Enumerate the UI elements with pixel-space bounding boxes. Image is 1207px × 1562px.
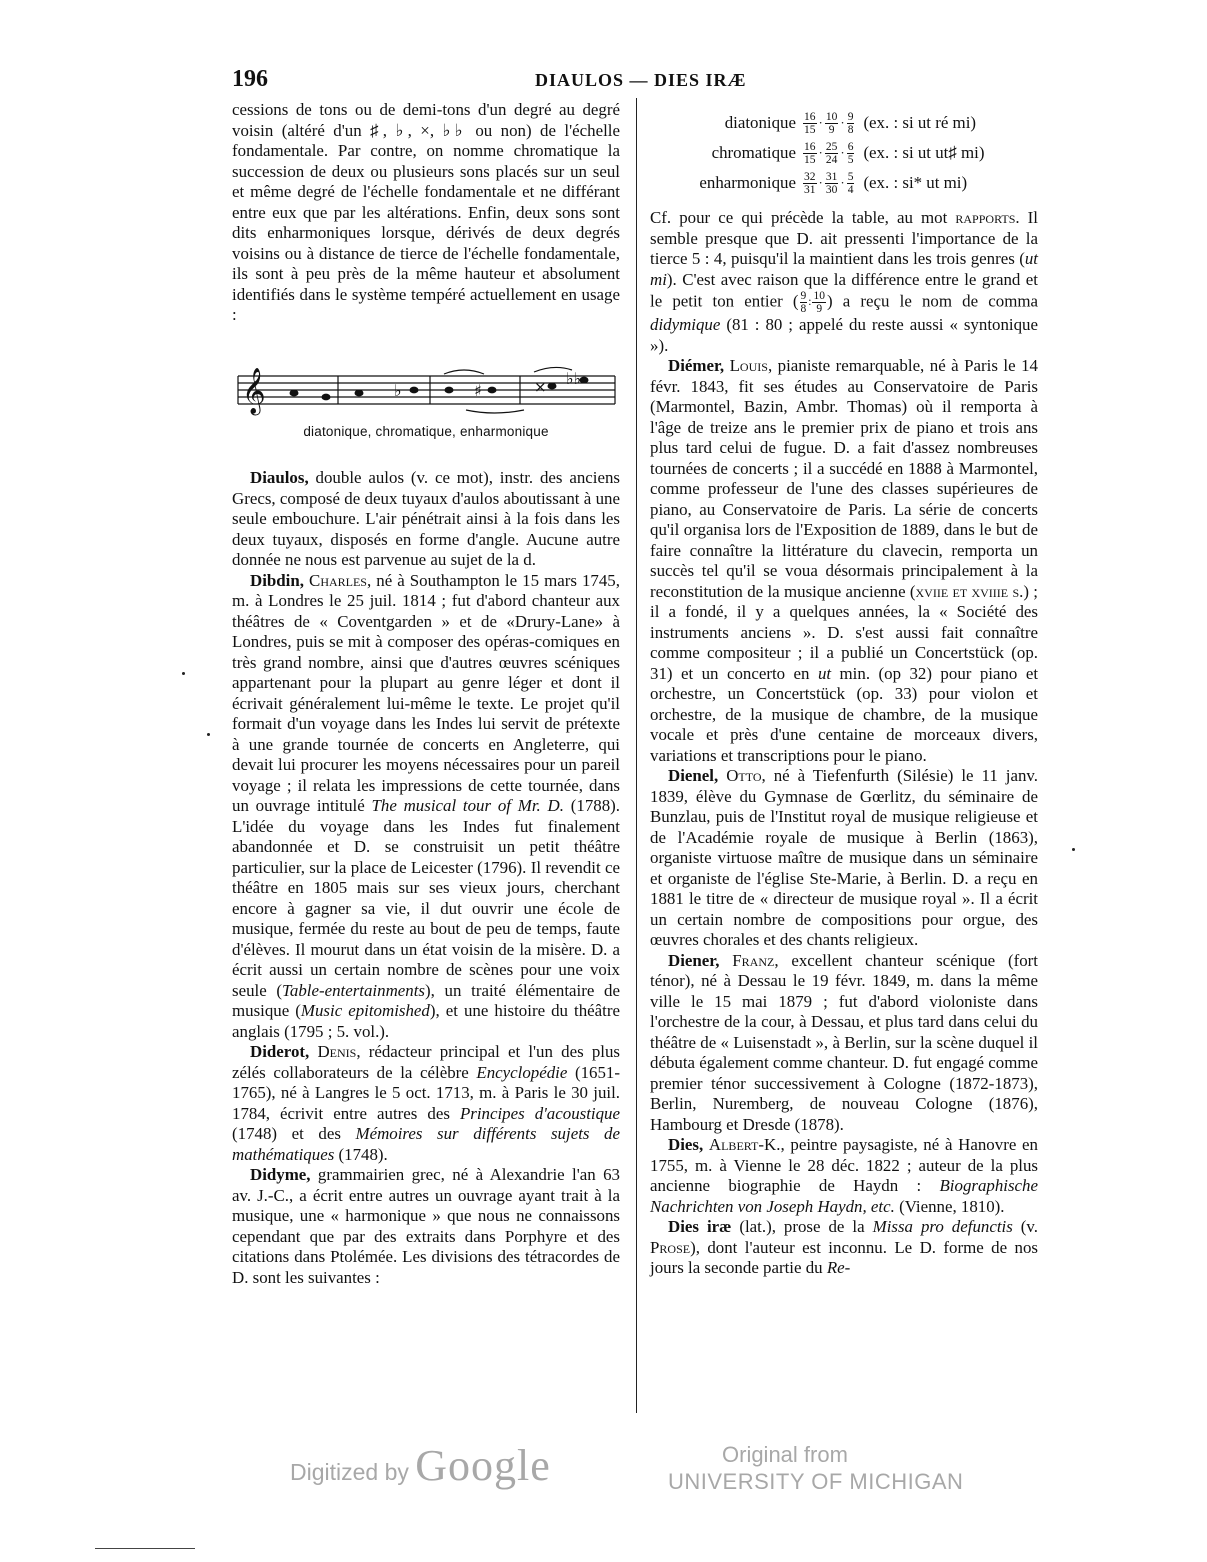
entry-text: (1748) et des <box>232 1124 356 1143</box>
genus-example: (ex. : si ut ré mi) <box>863 112 977 132</box>
column-divider <box>636 98 637 1413</box>
google-watermark: Digitized by Google <box>290 1441 551 1490</box>
entry-dies-irae: Dies iræ (lat.), prose de la Missa pro defunctis (v. Prose), dont l'auteur est inconnu. Le D. forme de nos jours la seconde partie du Re- <box>650 1217 1038 1277</box>
svg-text:♭♭: ♭♭ <box>565 368 581 388</box>
svg-text:×: × <box>533 377 547 396</box>
entry-diener: Diener, Franz, excellent chanteur scénique (fort ténor), né à Dessau le 19 févr. 1849, m. dans la même ville le 15 mai 1879 ; fut d'abord violoniste dans l'orchestre de la cour, à Dessau, et plus tard dans celui du théâtre de « Luisenstadt », à Berlin, sur la scène duquel il débuta également comme chanteur. D. fut engagé comme premier ténor successivement à Cologne (1872-1873), Berlin, Nuremberg, de nouveau Cologne (1876), Hambourg et Dresde (1878). <box>650 950 1038 1134</box>
genus-row-diatonic <box>650 108 1038 138</box>
entry-dies: Dies, Albert-K., peintre paysagiste, né à Hanovre en 1755, m. à Vienne le 28 déc. 1822 ; auteur de la plus ancienne biographie de Haydn : Biographische Nachrichten von Joseph Haydn, etc. (Vienne, 1810). <box>650 1135 1038 1216</box>
entry-diemer: Diémer, Louis, pianiste remarquable, né à Paris le 14 févr. 1843, fit ses études au Conservatoire de Paris (Marmontel, Bazin, Ambr. Thomas) où il remporta à l'âge de treize ans le premier prix de piano et trois ans plus tard celui de fugue. D. a fait d'assez nombreuses tournées de concerts ; il a succédé en 1888 à Marmontel, comme professeur de l'une des classes supérieures de piano, au Conservatoire de Paris. La série de concerts qu'il organisa lors de l'Exposition de 1889, dans le but de faire connaître la littérature du clavecin, remporta un succès tel qu'il se voua désormais principalement à la reconstitution de la musique ancienne (xviie et xviiie s.) ; il a fondé, il y a quelques années, la « Société des instruments anciens ». D. s'est aussi fait connaître comme compositeur ; il a publié un Concertstück (op. 31) et un concerto en ut min. (op 32) pour piano et orchestre, un Concertstück (op. 33) pour violon et orchestre, de la musique de chambre, de la musique vocale et près d'une centaine de morceaux divers, variations et transcriptions pour le piano. <box>650 356 1039 765</box>
entry-diaulos <box>232 468 620 571</box>
firstname: Otto <box>726 766 762 785</box>
didyme-continuation: Cf. pour ce qui précède la table, au mot rapports. Il semble presque que D. ait pressenti l'importance de la tierce 5 : 4, puisqu'il la maintient dans les trois genres (ut mi). C'est avec raison que la différence entre le grand et le petit ton entier ( $\frac{9}{8}$ : $\frac{10}{9}$ ) a reçu le nom de comma didymique (81 : 80 ; appelé du reste aussi « syntonique »). <box>650 208 1039 355</box>
headword: Didyme, <box>250 1165 311 1184</box>
genus-row-chromatic <box>650 138 1038 168</box>
entry-text: (1748). <box>334 1144 388 1164</box>
tetrachord-divisions <box>650 108 1038 198</box>
genus-name: chromatique <box>711 142 796 162</box>
university-label: UNIVERSITY OF MICHIGAN <box>668 1469 964 1494</box>
svg-text:♭: ♭ <box>393 380 402 400</box>
entry-text: ), un traité élémentaire de musique ( <box>232 980 620 1020</box>
genus-name: diatonique <box>724 112 796 132</box>
firstname: Franz <box>732 950 775 970</box>
book-title: Encyclopédie <box>476 1062 568 1082</box>
svg-text:𝄞: 𝄞 <box>241 367 266 414</box>
entry-text: (1788). L'idée du voyage dans les Indes fut finalement abandonnée et D. se construisit un petit théâtre particulier, sur la place de Leicester (1796). Il revendit ce théâtre en 1805 mais sur ses vieux jours, cherchant encore à gagner sa vie, il dut ouvrir une école de musique, fermée du reste au bout de peu de temps, faute d'élèves. Il mourut dans un état voisin de la misère. D. a écrit aussi un certain nombre de scènes pour une voix seule ( <box>232 796 621 1000</box>
ratio: $\frac{5}{4}$ <box>847 170 854 196</box>
music-caption: diatonique, chromatique, enharmonique <box>303 423 549 439</box>
book-title: Principes d'acoustique <box>459 1103 620 1123</box>
cross-reference: rapports <box>955 208 1016 227</box>
genus-row-enharmonic <box>650 168 1038 198</box>
music-example <box>232 358 620 443</box>
entry-text: , né à Southampton le 15 mars 1745, m. à Londres le 25 juil. 1814 ; fut d'abord chanteur aux théâtres de « Coventgarden » et de «Drury-Lane» à Londres, puis se mit à composer des opéras-comiques en très grand nombre, ainsi que d'autres œuvres scéniques appartenant pour la plupart au genre léger et dont il écrivait généralement lui-même le texte. Le projet qu'il formait d'un voyage dans les Indes lui servit de prétexte à une grande tournée de concerts en Angleterre, qui devait lui procurer les moyens nécessaires pour un pareil voyage ; il relata les impressions de cette tournée, dans un ouvrage intitulé <box>232 570 620 815</box>
book-title: Biographische Nachrichten von Joseph Haydn, etc. <box>650 1176 1038 1216</box>
entry-text: double aulos (v. ce mot), instr. des anciens Grecs, composé de deux tuyaux d'aulos aboutissant à une seule embouchure. L'air pénétrait ainsi à la fois dans les deux tuyaux, disposés en forme d'angle. Aucune autre donnée ne nous est parvenue au sujet de la d. <box>232 468 620 569</box>
headword: Dibdin, <box>250 570 304 590</box>
ratio: $\frac{31}{30}$ <box>825 170 838 196</box>
original-from-label: Original from <box>722 1442 848 1467</box>
entry-dibdin <box>232 571 620 1043</box>
headword: Diaulos, <box>250 468 309 487</box>
entry-text: grammairien grec, né à Alexandrie l'an 63 av. J.-C., a écrit entre autres un ouvrage ayant trait à la musique, une « harmonique » que nous ne connaissons cependant que par des extraits dans Porphyre et des citations dans Ptolémée. Les divisions des tétracordes de D. sont les suivantes : <box>232 1165 620 1287</box>
ratio: $\frac{25}{24}$ <box>825 140 838 166</box>
genus-example: (ex. : si ut ut♯ mi) <box>863 142 985 162</box>
headword: Dienel, <box>668 766 719 785</box>
book-title: Table-entertainments <box>282 980 425 1000</box>
headword: Diderot, <box>250 1042 310 1061</box>
book-title: Mémoires sur différents sujets de mathématiques <box>232 1124 620 1164</box>
firstname: Louis <box>729 356 768 375</box>
entry-diderot <box>232 1042 620 1165</box>
genus-ratios: $\frac{16}{15}$ · $\frac{10}{9}$ · $\frac{9}{8}$ <box>804 110 854 136</box>
genus-ratios: $\frac{32}{31}$ · $\frac{31}{30}$ · $\frac{5}{4}$ <box>804 170 854 196</box>
book-title: Music epitomished <box>300 1001 430 1020</box>
genus-example: (ex. : si* ut mi) <box>863 172 968 192</box>
entry-text: , rédacteur principal et l'un des plus zélés collaborateurs de la célèbre <box>232 1042 620 1082</box>
genus-name: enharmonique <box>699 172 796 192</box>
ratio: $\frac{32}{31}$ <box>804 170 816 196</box>
stray-mark <box>182 672 185 675</box>
firstname: Charles <box>309 570 367 590</box>
left-column <box>232 100 620 1288</box>
stray-mark <box>1072 848 1075 851</box>
google-logo: Google <box>415 1441 551 1490</box>
book-title: The musical tour of Mr. D. <box>371 796 564 815</box>
stray-mark <box>207 733 210 736</box>
headword: Diémer, <box>668 356 725 375</box>
entry-text: (1651-1765), né à Langres le 5 oct. 1713, m. à Paris le 30 juil. 1784, écrivit entre autres des <box>232 1062 620 1123</box>
entry-text: ), et une histoire du théâtre anglais (1795 ; 5. vol.). <box>232 1001 620 1041</box>
firstname: Denis <box>317 1042 357 1061</box>
ratio: $\frac{10}{9}$ <box>825 110 838 136</box>
headword: Dies, <box>668 1135 704 1154</box>
running-head: DIAULOS — DIES IRÆ <box>535 70 747 90</box>
music-staff-figure <box>234 358 619 420</box>
ratio: $\frac{6}{5}$ <box>847 140 854 166</box>
right-column <box>650 108 1038 1279</box>
entry-dienel: Dienel, Otto, né à Tiefenfurth (Silésie) le 11 janv. 1839, élève du Gymnase de Gœrlitz, du séminaire de Bunzlau, puis de l'Institut royal de musique religieuse et de l'Académie royale de musique à Berlin (1863), organiste virtuose maître de musique dans un séminaire et organiste de l'église Ste-Marie, à Berlin. D. a reçu en 1881 le titre de « directeur de musique royal ». Il a écrit un certain nombre de compositions pour orgue, des œuvres chorales et des chants religieux. <box>650 766 1038 949</box>
bottom-rule <box>95 1548 195 1549</box>
page-number: 196 <box>232 66 268 92</box>
ratio: $\frac{16}{15}$ <box>804 140 816 166</box>
firstname: Albert-K. <box>708 1135 781 1154</box>
genus-ratios: $\frac{16}{15}$ · $\frac{25}{24}$ · $\frac{6}{5}$ <box>804 140 854 166</box>
svg-text:♯: ♯ <box>473 380 482 400</box>
headword: Diener, <box>668 950 720 970</box>
intro-paragraph: cessions de tons ou de demi-tons d'un degré au degré voisin (altéré d'un ♯, ♭, ×, ♭♭ ou non) de l'échelle fondamentale. Par contre, on nomme chromatique la succession de deux ou plusieurs sons placés sur un seul et même degré de l'échelle fondamentale et ne différant entre eux que par les altérations. Enfin, deux sons sont dits enharmoniques lorsque, dérivés de deux degrés voisins ou à distance de tierce de l'échelle fondamentale, ils sont à peu près de la même hauteur et absolument identifiés dans le système tempéré actuellement en usage : <box>232 100 620 324</box>
headword: Dies iræ <box>668 1217 732 1236</box>
ratio: $\frac{16}{15}$ <box>804 110 816 136</box>
cross-reference: Prose <box>650 1237 691 1257</box>
ratio: $\frac{9}{8}$ <box>847 110 854 136</box>
entry-didyme <box>232 1165 620 1288</box>
comma-ratio: $\frac{9}{8}$ : $\frac{10}{9}$ <box>800 290 825 315</box>
